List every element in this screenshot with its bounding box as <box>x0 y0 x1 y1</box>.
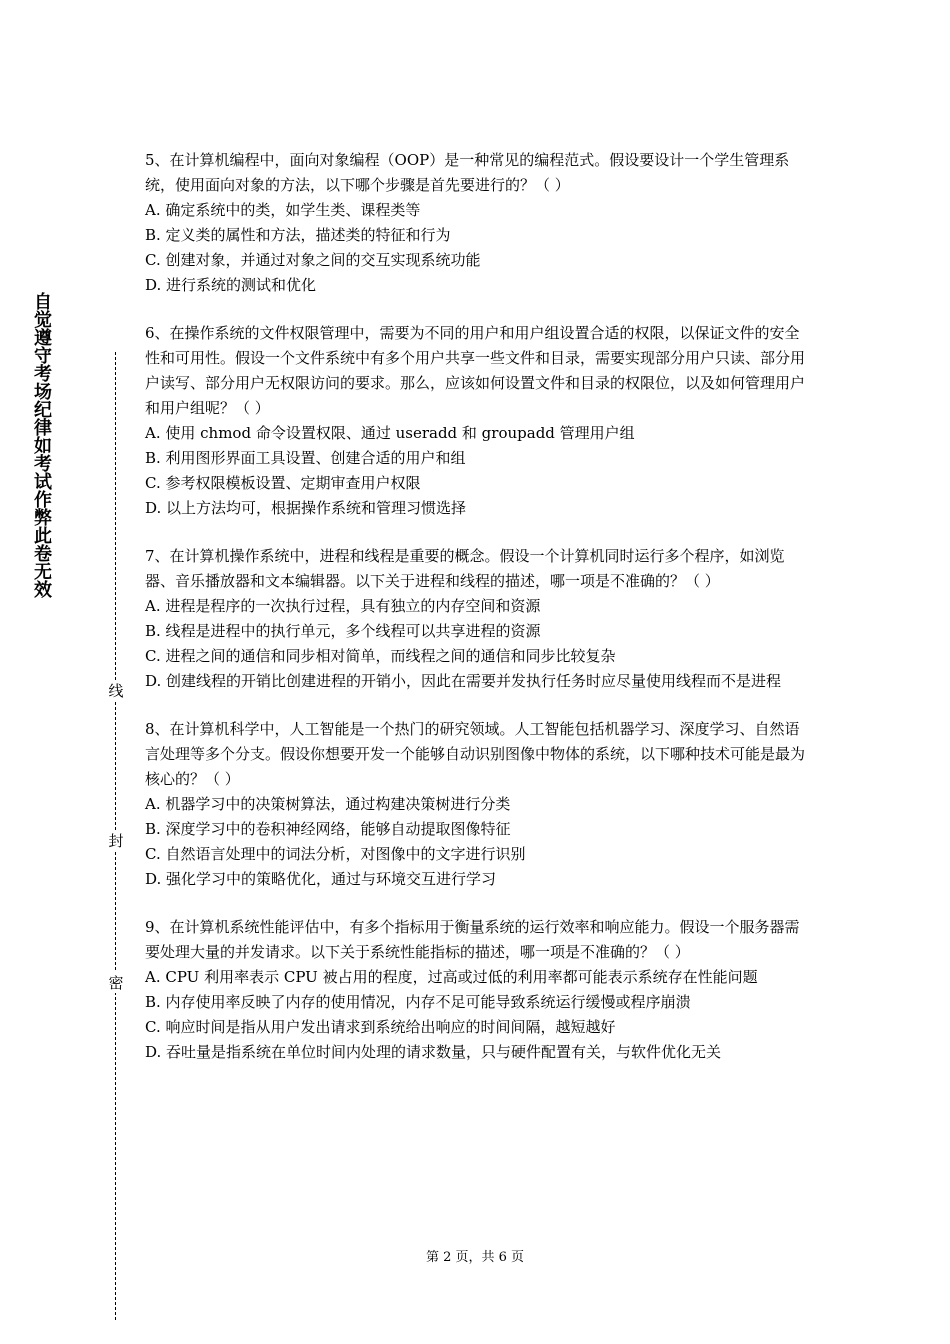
option-b: B. 线程是进程中的执行单元，多个线程可以共享进程的资源 <box>145 622 541 640</box>
question-stem: 6、在操作系统的文件权限管理中，需要为不同的用户和用户组设置合适的权限，以保证文件的安全性和可用性。假设一个文件系统中有多个用户共享一些文件和目录，需要实现部分用户只读、部分用户读写、部分用户无权限访问的要求。那么，应该如何设置文件和目录的权限位，以及如何管理用户和用户组呢？（ ） <box>145 324 806 417</box>
option-c: C. 进程之间的通信和同步相对简单，而线程之间的通信和同步比较复杂 <box>145 647 616 665</box>
option-b: B. 定义类的属性和方法，描述类的特征和行为 <box>145 226 451 244</box>
option-a: A. CPU 利用率表示 CPU 被占用的程度，过高或过低的利用率都可能表示系统存在性能问题 <box>145 968 758 986</box>
option-c: C. 创建对象，并通过对象之间的交互实现系统功能 <box>145 251 481 269</box>
option-d: D. 以上方法均可，根据操作系统和管理习惯选择 <box>145 499 467 517</box>
option-a: A. 使用 chmod 命令设置权限、通过 useradd 和 groupadd 管理用户组 <box>145 424 635 442</box>
option-b: B. 内存使用率反映了内存的使用情况，内存不足可能导致系统运行缓慢或程序崩溃 <box>145 993 691 1011</box>
option-a: A. 进程是程序的一次执行过程，具有独立的内存空间和资源 <box>145 597 541 615</box>
question-6 <box>145 321 810 521</box>
page-number: 第 2 页，共 6 页 <box>425 1250 525 1265</box>
option-c: C. 自然语言处理中的词法分析，对图像中的文字进行识别 <box>145 845 526 863</box>
seal-label-xian: 线 <box>106 680 126 701</box>
option-b: B. 利用图形界面工具设置、创建合适的用户和组 <box>145 449 466 467</box>
option-a: A. 确定系统中的类，如学生类、课程类等 <box>145 201 421 219</box>
option-d: D. 强化学习中的策略优化，通过与环境交互进行学习 <box>145 870 497 888</box>
option-d: D. 创建线程的开销比创建进程的开销小，因此在需要并发执行任务时应尽量使用线程而不是进程 <box>145 672 782 690</box>
question-list <box>145 148 810 1088</box>
seal-label-feng: 封 <box>106 830 126 851</box>
exam-discipline-notice: 自觉遵守考场纪律如考试作弊此卷无效 <box>31 292 52 598</box>
question-5 <box>145 148 810 298</box>
question-stem: 7、在计算机操作系统中，进程和线程是重要的概念。假设一个计算机同时运行多个程序，如浏览器、音乐播放器和文本编辑器。以下关于进程和线程的描述，哪一项是不准确的？（ ） <box>145 547 785 590</box>
question-stem: 5、在计算机编程中，面向对象编程（OOP）是一种常见的编程范式。假设要设计一个学生管理系统，使用面向对象的方法，以下哪个步骤是首先要进行的？（ ） <box>145 151 790 194</box>
question-7 <box>145 544 810 694</box>
question-8 <box>145 717 810 892</box>
option-b: B. 深度学习中的卷积神经网络，能够自动提取图像特征 <box>145 820 511 838</box>
option-d: D. 进行系统的测试和优化 <box>145 276 317 294</box>
seal-label-mi: 密 <box>106 972 126 993</box>
question-stem: 8、在计算机科学中，人工智能是一个热门的研究领域。人工智能包括机器学习、深度学习、自然语言处理等多个分支。假设你想要开发一个能够自动识别图像中物体的系统，以下哪种技术可能是最为核心的？（ ） <box>145 720 806 788</box>
option-c: C. 响应时间是指从用户发出请求到系统给出响应的时间间隔，越短越好 <box>145 1018 616 1036</box>
option-d: D. 吞吐量是指系统在单位时间内处理的请求数量，只与硬件配置有关，与软件优化无关 <box>145 1043 722 1061</box>
question-stem: 9、在计算机系统性能评估中，有多个指标用于衡量系统的运行效率和响应能力。假设一个服务器需要处理大量的并发请求。以下关于系统性能指标的描述，哪一项是不准确的？（ ） <box>145 918 800 961</box>
option-c: C. 参考权限模板设置、定期审查用户权限 <box>145 474 421 492</box>
question-9 <box>145 915 810 1065</box>
option-a: A. 机器学习中的决策树算法，通过构建决策树进行分类 <box>145 795 511 813</box>
